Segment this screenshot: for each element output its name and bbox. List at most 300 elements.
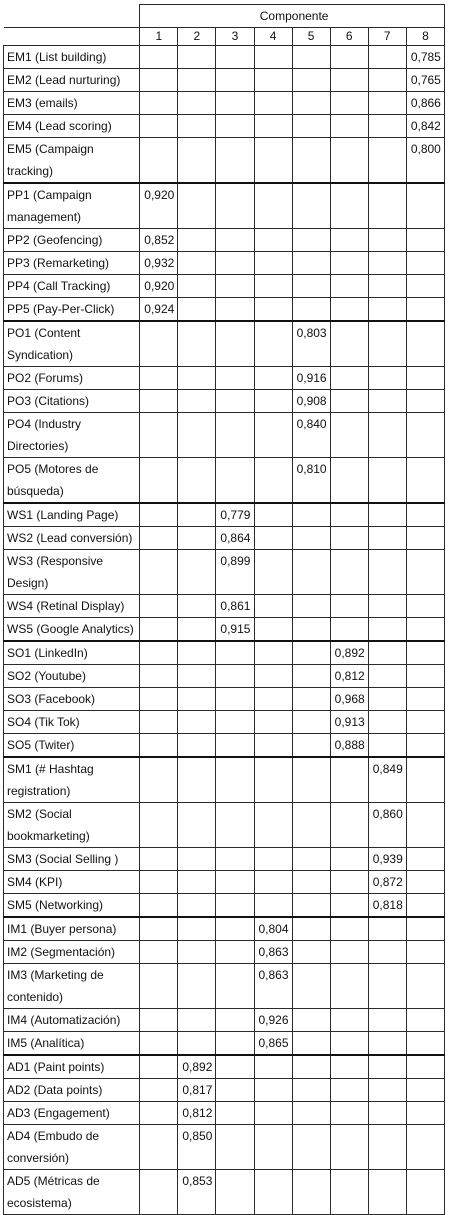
loading-cell (368, 92, 406, 115)
loading-cell (292, 229, 330, 252)
loading-cell (406, 1009, 444, 1032)
table-row (4, 734, 445, 758)
loading-cell (406, 458, 444, 504)
loading-cell (368, 321, 406, 367)
loading-cell (254, 618, 292, 642)
table-row (4, 275, 445, 298)
loading-cell (406, 183, 444, 229)
loading-cell: 0,800 (406, 138, 444, 184)
loading-cell (178, 595, 216, 618)
loading-cell (406, 894, 444, 918)
loading-cell (330, 503, 368, 527)
loading-cell (368, 298, 406, 322)
loading-cell (178, 711, 216, 734)
loading-cell (140, 618, 178, 642)
loading-cell (140, 1125, 178, 1170)
loading-cell: 0,866 (406, 92, 444, 115)
row-label: AD2 (Data points) (4, 1079, 140, 1102)
loading-cell (140, 1079, 178, 1102)
loading-cell (292, 711, 330, 734)
loading-cell (330, 1009, 368, 1032)
loading-cell (292, 1079, 330, 1102)
table-row (4, 458, 445, 504)
table-row (4, 941, 445, 964)
row-label: SM1 (# Hashtag registration) (4, 757, 140, 803)
loading-cell (406, 527, 444, 550)
corner-cell (4, 5, 140, 28)
loading-cell (140, 69, 178, 92)
loading-cell (140, 803, 178, 848)
loading-cell (178, 757, 216, 803)
row-label: PP3 (Remarketing) (4, 252, 140, 275)
loading-cell (330, 252, 368, 275)
loading-cell (330, 618, 368, 642)
loading-cell (406, 757, 444, 803)
loading-cell (216, 115, 254, 138)
loading-cell (254, 252, 292, 275)
loading-cell (254, 321, 292, 367)
loading-cell (368, 458, 406, 504)
loading-cell (216, 734, 254, 758)
table-row (4, 183, 445, 229)
loading-cell (216, 1032, 254, 1056)
loading-cell (330, 964, 368, 1009)
table-row (4, 1055, 445, 1079)
loading-cell: 0,817 (178, 1079, 216, 1102)
loading-cell (254, 275, 292, 298)
loading-cell: 0,863 (254, 941, 292, 964)
loading-cell (216, 183, 254, 229)
loading-cell: 0,812 (330, 665, 368, 688)
loading-cell (254, 848, 292, 871)
loading-cell: 0,860 (368, 803, 406, 848)
loading-cell (140, 734, 178, 758)
loading-cell (368, 1055, 406, 1079)
loading-cell: 0,908 (292, 390, 330, 413)
loading-cell: 0,849 (368, 757, 406, 803)
loading-cell (140, 848, 178, 871)
column-header: 6 (330, 28, 368, 46)
loading-cell: 0,899 (216, 550, 254, 595)
table-row (4, 1102, 445, 1125)
loading-cell (406, 503, 444, 527)
loading-cell (140, 321, 178, 367)
loading-cell (292, 1055, 330, 1079)
loading-cell (330, 527, 368, 550)
loading-cell (292, 252, 330, 275)
loading-cell (140, 871, 178, 894)
loading-cell: 0,864 (216, 527, 254, 550)
row-label: IM2 (Segmentación) (4, 941, 140, 964)
loading-cell (216, 458, 254, 504)
loading-cell (254, 1079, 292, 1102)
loading-cell: 0,840 (292, 413, 330, 458)
row-label: PO3 (Citations) (4, 390, 140, 413)
loading-cell (216, 688, 254, 711)
loading-cell (368, 252, 406, 275)
row-label: WS3 (Responsive Design) (4, 550, 140, 595)
loading-cell: 0,812 (178, 1102, 216, 1125)
loading-cell (216, 1009, 254, 1032)
loading-cell (406, 1170, 444, 1215)
row-label: EM5 (Campaign tracking) (4, 138, 140, 184)
loading-cell: 0,913 (330, 711, 368, 734)
rotated-component-matrix (3, 4, 445, 1215)
table-row (4, 550, 445, 595)
loading-cell (368, 138, 406, 184)
loading-cell: 0,920 (140, 275, 178, 298)
loading-cell (216, 803, 254, 848)
table-row (4, 1170, 445, 1215)
table-row (4, 1009, 445, 1032)
loading-cell (140, 1170, 178, 1215)
loading-cell (330, 757, 368, 803)
column-header: 5 (292, 28, 330, 46)
loading-cell (178, 92, 216, 115)
loading-cell (178, 917, 216, 941)
loading-cell (292, 1009, 330, 1032)
loading-cell: 0,968 (330, 688, 368, 711)
loading-cell (330, 917, 368, 941)
loading-cell (292, 941, 330, 964)
table-row (4, 69, 445, 92)
loading-cell (292, 964, 330, 1009)
loading-cell (406, 1102, 444, 1125)
loading-cell: 0,765 (406, 69, 444, 92)
table-row (4, 665, 445, 688)
corner-cell (4, 28, 140, 46)
loading-cell (292, 894, 330, 918)
loading-cell (368, 595, 406, 618)
loading-cell (406, 1079, 444, 1102)
loading-cell (178, 641, 216, 665)
loading-cell: 0,892 (330, 641, 368, 665)
loading-cell (330, 803, 368, 848)
row-label: PP1 (Campaign management) (4, 183, 140, 229)
loading-cell (140, 1102, 178, 1125)
loading-cell (178, 183, 216, 229)
loading-cell (406, 848, 444, 871)
loading-cell (330, 413, 368, 458)
loading-cell (216, 138, 254, 184)
loading-cell (216, 69, 254, 92)
loading-cell (140, 390, 178, 413)
loading-cell: 0,852 (140, 229, 178, 252)
row-label: EM2 (Lead nurturing) (4, 69, 140, 92)
loading-cell (254, 138, 292, 184)
loading-cell (216, 941, 254, 964)
table-row (4, 92, 445, 115)
table-row (4, 321, 445, 367)
loading-cell (178, 848, 216, 871)
table-row (4, 688, 445, 711)
loading-cell (140, 964, 178, 1009)
loading-cell (254, 688, 292, 711)
loading-cell (330, 92, 368, 115)
loading-cell (178, 367, 216, 390)
loading-cell (368, 941, 406, 964)
row-label: IM4 (Automatización) (4, 1009, 140, 1032)
loading-cell (406, 711, 444, 734)
row-label: EM3 (emails) (4, 92, 140, 115)
row-label: PP2 (Geofencing) (4, 229, 140, 252)
loading-cell (330, 183, 368, 229)
loading-cell (406, 252, 444, 275)
loading-cell (292, 757, 330, 803)
loading-cell: 0,785 (406, 46, 444, 69)
loading-cell (330, 390, 368, 413)
row-label: IM5 (Analítica) (4, 1032, 140, 1056)
loading-cell (140, 1055, 178, 1079)
loading-cell (292, 803, 330, 848)
loading-cell (216, 757, 254, 803)
loading-cell (178, 252, 216, 275)
loading-cell (140, 641, 178, 665)
loading-cell (368, 183, 406, 229)
loading-cell (254, 757, 292, 803)
loading-cell (368, 229, 406, 252)
loading-cell: 0,915 (216, 618, 254, 642)
loading-cell (292, 641, 330, 665)
row-label: PP5 (Pay-Per-Click) (4, 298, 140, 322)
loading-cell (330, 458, 368, 504)
loading-cell (368, 503, 406, 527)
loading-cell (216, 92, 254, 115)
loading-cell (406, 1032, 444, 1056)
table-row (4, 1125, 445, 1170)
loading-cell (178, 69, 216, 92)
loading-cell (140, 665, 178, 688)
loading-cell (330, 1032, 368, 1056)
loading-cell (140, 894, 178, 918)
loading-cell (254, 595, 292, 618)
row-label: IM1 (Buyer persona) (4, 917, 140, 941)
row-label: SO1 (LinkedIn) (4, 641, 140, 665)
loading-cell (330, 1102, 368, 1125)
loading-cell (330, 550, 368, 595)
loading-cell (406, 298, 444, 322)
loading-cell (140, 413, 178, 458)
loading-cell (216, 413, 254, 458)
loading-cell (292, 734, 330, 758)
loading-cell (292, 871, 330, 894)
loading-cell (292, 848, 330, 871)
loading-cell (178, 115, 216, 138)
column-header: 7 (368, 28, 406, 46)
header-row-group (4, 5, 445, 28)
row-label: SM2 (Social bookmarketing) (4, 803, 140, 848)
loading-cell (330, 1170, 368, 1215)
loading-cell (216, 252, 254, 275)
loading-cell (140, 688, 178, 711)
loading-cell (140, 1032, 178, 1056)
loading-cell (406, 964, 444, 1009)
loading-cell (292, 1125, 330, 1170)
loading-cell (140, 527, 178, 550)
loading-cell (178, 46, 216, 69)
loading-cell (292, 275, 330, 298)
loading-cell (292, 1170, 330, 1215)
loading-cell (292, 1102, 330, 1125)
table-row (4, 871, 445, 894)
loading-cell (406, 595, 444, 618)
table-row (4, 229, 445, 252)
loading-cell (216, 871, 254, 894)
loading-cell (216, 390, 254, 413)
row-label: SM5 (Networking) (4, 894, 140, 918)
table-row (4, 964, 445, 1009)
table-row (4, 803, 445, 848)
loading-cell (216, 641, 254, 665)
table-row (4, 527, 445, 550)
loading-cell (140, 550, 178, 595)
loading-cell (216, 229, 254, 252)
loading-cell (254, 1125, 292, 1170)
loading-cell (178, 894, 216, 918)
loading-cell (178, 321, 216, 367)
loading-cell (330, 298, 368, 322)
row-label: SM4 (KPI) (4, 871, 140, 894)
loading-cell (254, 665, 292, 688)
loading-cell (140, 1009, 178, 1032)
loading-cell (368, 367, 406, 390)
loading-cell (140, 138, 178, 184)
loading-cell (406, 641, 444, 665)
row-label: IM3 (Marketing de contenido) (4, 964, 140, 1009)
loading-cell (368, 618, 406, 642)
loading-cell (406, 390, 444, 413)
table-row (4, 367, 445, 390)
loading-cell (178, 964, 216, 1009)
table-row (4, 252, 445, 275)
table-row (4, 298, 445, 322)
loading-cell (368, 665, 406, 688)
loading-cell (254, 641, 292, 665)
table-row (4, 917, 445, 941)
loading-cell (368, 115, 406, 138)
loading-cell (330, 275, 368, 298)
table-row (4, 115, 445, 138)
loading-cell (178, 734, 216, 758)
row-label: WS5 (Google Analytics) (4, 618, 140, 642)
table-row (4, 711, 445, 734)
column-header: 8 (406, 28, 444, 46)
loading-cell (368, 734, 406, 758)
header-row-columns (4, 28, 445, 46)
loading-cell (368, 1079, 406, 1102)
loading-cell (330, 229, 368, 252)
row-label: AD1 (Paint points) (4, 1055, 140, 1079)
loading-cell (292, 1032, 330, 1056)
loading-cell (254, 183, 292, 229)
loading-cell (254, 503, 292, 527)
loading-cell (292, 595, 330, 618)
loading-cell (292, 115, 330, 138)
loading-cell (178, 803, 216, 848)
loading-cell (178, 413, 216, 458)
loading-cell (368, 1125, 406, 1170)
loading-cell (216, 1125, 254, 1170)
table-row (4, 757, 445, 803)
loading-cell (406, 367, 444, 390)
loading-cell (178, 527, 216, 550)
loading-cell (368, 275, 406, 298)
loading-cell (368, 527, 406, 550)
loading-cell (216, 367, 254, 390)
loading-cell: 0,863 (254, 964, 292, 1009)
loading-cell: 0,803 (292, 321, 330, 367)
loading-cell (330, 367, 368, 390)
loading-cell (254, 803, 292, 848)
loading-cell (406, 1125, 444, 1170)
row-label: PO2 (Forums) (4, 367, 140, 390)
loading-cell (178, 941, 216, 964)
loading-cell (368, 964, 406, 1009)
row-label: PO5 (Motores de búsqueda) (4, 458, 140, 504)
table-row (4, 390, 445, 413)
loading-cell (368, 688, 406, 711)
loading-cell (368, 711, 406, 734)
loading-cell (368, 1032, 406, 1056)
loading-cell (140, 917, 178, 941)
loading-cell: 0,916 (292, 367, 330, 390)
row-label: SO4 (Tik Tok) (4, 711, 140, 734)
row-label: SO3 (Facebook) (4, 688, 140, 711)
loading-cell (406, 550, 444, 595)
table-row (4, 848, 445, 871)
loading-cell (254, 458, 292, 504)
row-label: WS1 (Landing Page) (4, 503, 140, 527)
loading-cell (254, 46, 292, 69)
row-label: PP4 (Call Tracking) (4, 275, 140, 298)
loading-cell: 0,861 (216, 595, 254, 618)
row-label: AD4 (Embudo de conversión) (4, 1125, 140, 1170)
loading-cell (368, 1102, 406, 1125)
loading-cell (254, 229, 292, 252)
column-header: 4 (254, 28, 292, 46)
loading-cell (216, 917, 254, 941)
loading-cell (140, 941, 178, 964)
loading-cell (140, 595, 178, 618)
loading-cell (406, 803, 444, 848)
loading-cell: 0,872 (368, 871, 406, 894)
row-label: WS4 (Retinal Display) (4, 595, 140, 618)
loading-cell (406, 917, 444, 941)
loading-cell (178, 550, 216, 595)
loading-cell: 0,924 (140, 298, 178, 322)
loading-cell (368, 641, 406, 665)
loading-cell: 0,850 (178, 1125, 216, 1170)
loading-cell (216, 665, 254, 688)
row-label: PO4 (Industry Directories) (4, 413, 140, 458)
loading-cell (178, 618, 216, 642)
loading-cell (178, 298, 216, 322)
loading-cell (254, 115, 292, 138)
table-row (4, 641, 445, 665)
loading-cell (216, 321, 254, 367)
loading-cell: 0,853 (178, 1170, 216, 1215)
row-label: SM3 (Social Selling ) (4, 848, 140, 871)
loading-cell: 0,810 (292, 458, 330, 504)
loading-cell (330, 848, 368, 871)
loading-cell (178, 390, 216, 413)
loading-cell (216, 275, 254, 298)
loading-cell (178, 503, 216, 527)
loading-cell (140, 46, 178, 69)
loading-cell (292, 183, 330, 229)
row-label: EM4 (Lead scoring) (4, 115, 140, 138)
loading-cell (368, 1009, 406, 1032)
